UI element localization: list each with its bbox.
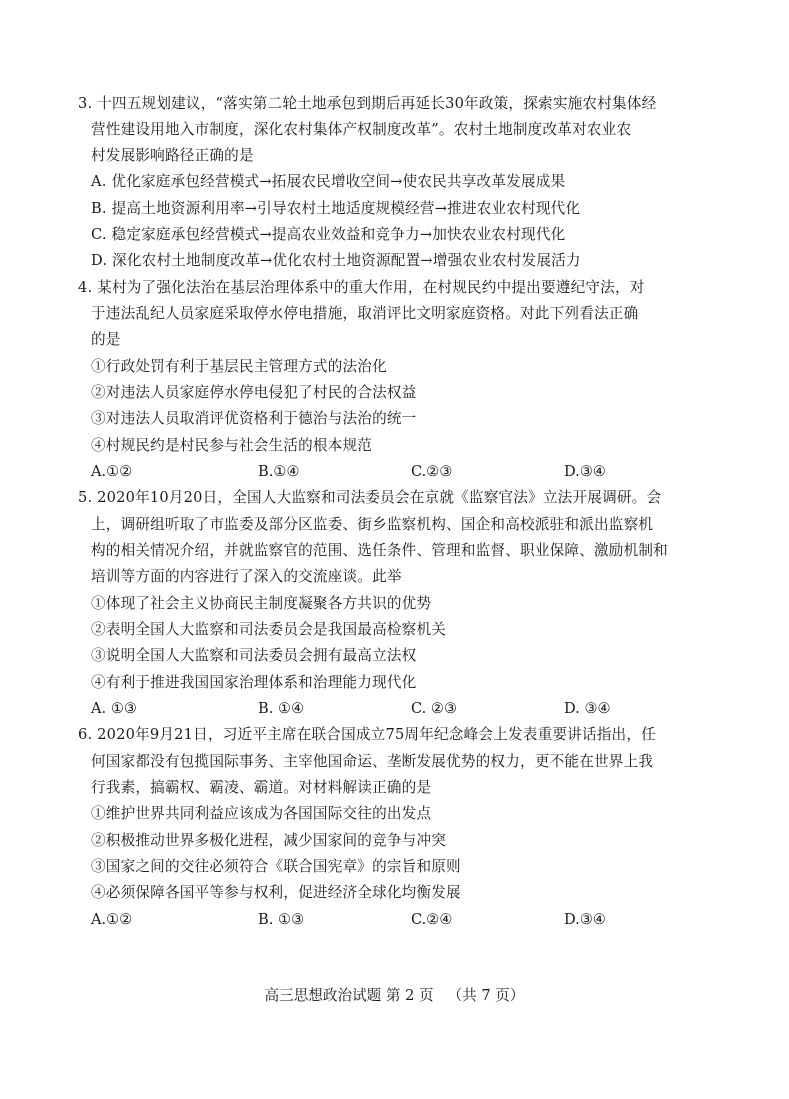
q4-statement-3: ③对违法人员取消评优资格利于德治与法治的统一 bbox=[91, 410, 417, 427]
q4-statement-4: ④村规民约是村民参与社会生活的根本规范 bbox=[91, 437, 373, 454]
q6-stem-line-3: 行我素，搞霸权、霸凌、霸道。对材料解读正确的是 bbox=[91, 779, 432, 796]
q5-stem-line-1: 5. 2020年10月20日，全国人大监察和司法委员会在京就《监察官法》立法开展调研。会 bbox=[78, 489, 662, 506]
q4-stem-line-1: 4. 某村为了强化法治在基层治理体系中的重大作用，在村规民约中提出要遵纪守法，对 bbox=[78, 279, 645, 296]
q4-choice-b: B.①④ bbox=[258, 463, 300, 480]
q4-statement-2: ②对违法人员家庭停水停电侵犯了村民的合法权益 bbox=[91, 384, 417, 401]
q5-statement-3: ③说明全国人大监察和司法委员会拥有最高立法权 bbox=[91, 647, 417, 664]
q6-statement-3: ③国家之间的交往必须符合《联合国宪章》的宗旨和原则 bbox=[91, 858, 461, 875]
q6-choice-c: C.②④ bbox=[411, 911, 453, 928]
q6-choice-b: B. ①③ bbox=[258, 911, 305, 928]
q3-option-b: B. 提高土地资源利用率→引导农村土地适度规模经营→推进农业农村现代化 bbox=[91, 200, 581, 217]
q4-choice-d: D.③④ bbox=[564, 463, 606, 480]
page-footer: 高三思想政治试题 第 2 页 （共 7 页） bbox=[264, 987, 525, 1004]
q4-stem-line-2: 于违法乱纪人员家庭采取停水停电措施，取消评比文明家庭资格。对此下列看法正确 bbox=[91, 305, 639, 322]
q6-statement-4: ④必须保障各国平等参与权利，促进经济全球化均衡发展 bbox=[91, 884, 461, 901]
q6-statement-2: ②积极推动世界多极化进程，减少国家间的竞争与冲突 bbox=[91, 832, 447, 849]
q6-choice-a: A.①② bbox=[91, 911, 133, 928]
q5-statement-4: ④有利于推进我国国家治理体系和治理能力现代化 bbox=[91, 674, 417, 691]
q5-statement-1: ①体现了社会主义协商民主制度凝聚各方共识的优势 bbox=[91, 595, 432, 612]
q5-stem-line-2: 上，调研组听取了市监委及部分区监委、街乡监察机构、国企和高校派驻和派出监察机 bbox=[91, 516, 654, 533]
q5-choice-d: D. ③④ bbox=[564, 700, 611, 717]
q6-statement-1: ①维护世界共同利益应该成为各国国际交往的出发点 bbox=[91, 805, 432, 822]
q3-stem-line-1: 3. 十四五规划建议，“落实第二轮土地承包到期后再延长30年政策，探索实施农村集体经 bbox=[78, 95, 657, 112]
q3-stem-line-2: 营性建设用地入市制度，深化农村集体产权制度改革”。农村土地制度改革对农业农 bbox=[91, 121, 632, 138]
q3-option-a: A. 优化家庭承包经营模式→拓展农民增收空间→使农民共享改革发展成果 bbox=[91, 173, 566, 190]
q5-choice-a: A. ①③ bbox=[91, 700, 137, 717]
q3-option-d: D. 深化农村土地制度改革→优化农村土地资源配置→增强农业农村发展活力 bbox=[91, 252, 581, 269]
q5-choice-b: B. ①④ bbox=[258, 700, 305, 717]
q5-choice-c: C. ②③ bbox=[411, 700, 458, 717]
q6-choice-d: D.③④ bbox=[564, 911, 606, 928]
q6-stem-line-2: 何国家都没有包揽国际事务、主宰他国命运、垄断发展优势的权力，更不能在世界上我 bbox=[91, 753, 654, 770]
q6-stem-line-1: 6. 2020年9月21日，习近平主席在联合国成立75周年纪念峰会上发表重要讲话指出，任 bbox=[78, 726, 656, 743]
q3-stem-line-3: 村发展影响路径正确的是 bbox=[91, 147, 254, 164]
q4-stem-line-3: 的是 bbox=[91, 331, 121, 348]
q4-statement-1: ①行政处罚有利于基层民主管理方式的法治化 bbox=[91, 358, 387, 375]
q4-choice-a: A.①② bbox=[91, 463, 133, 480]
q5-stem-line-4: 培训等方面的内容进行了深入的交流座谈。此举 bbox=[91, 568, 402, 585]
q4-choice-c: C.②③ bbox=[411, 463, 453, 480]
q5-stem-line-3: 构的相关情况介绍，并就监察官的范围、选任条件、管理和监督、职业保障、激励机制和 bbox=[91, 542, 668, 559]
q5-statement-2: ②表明全国人大监察和司法委员会是我国最高检察机关 bbox=[91, 621, 447, 638]
q3-option-c: C. 稳定家庭承包经营模式→提高农业效益和竞争力→加快农业农村现代化 bbox=[91, 226, 566, 243]
